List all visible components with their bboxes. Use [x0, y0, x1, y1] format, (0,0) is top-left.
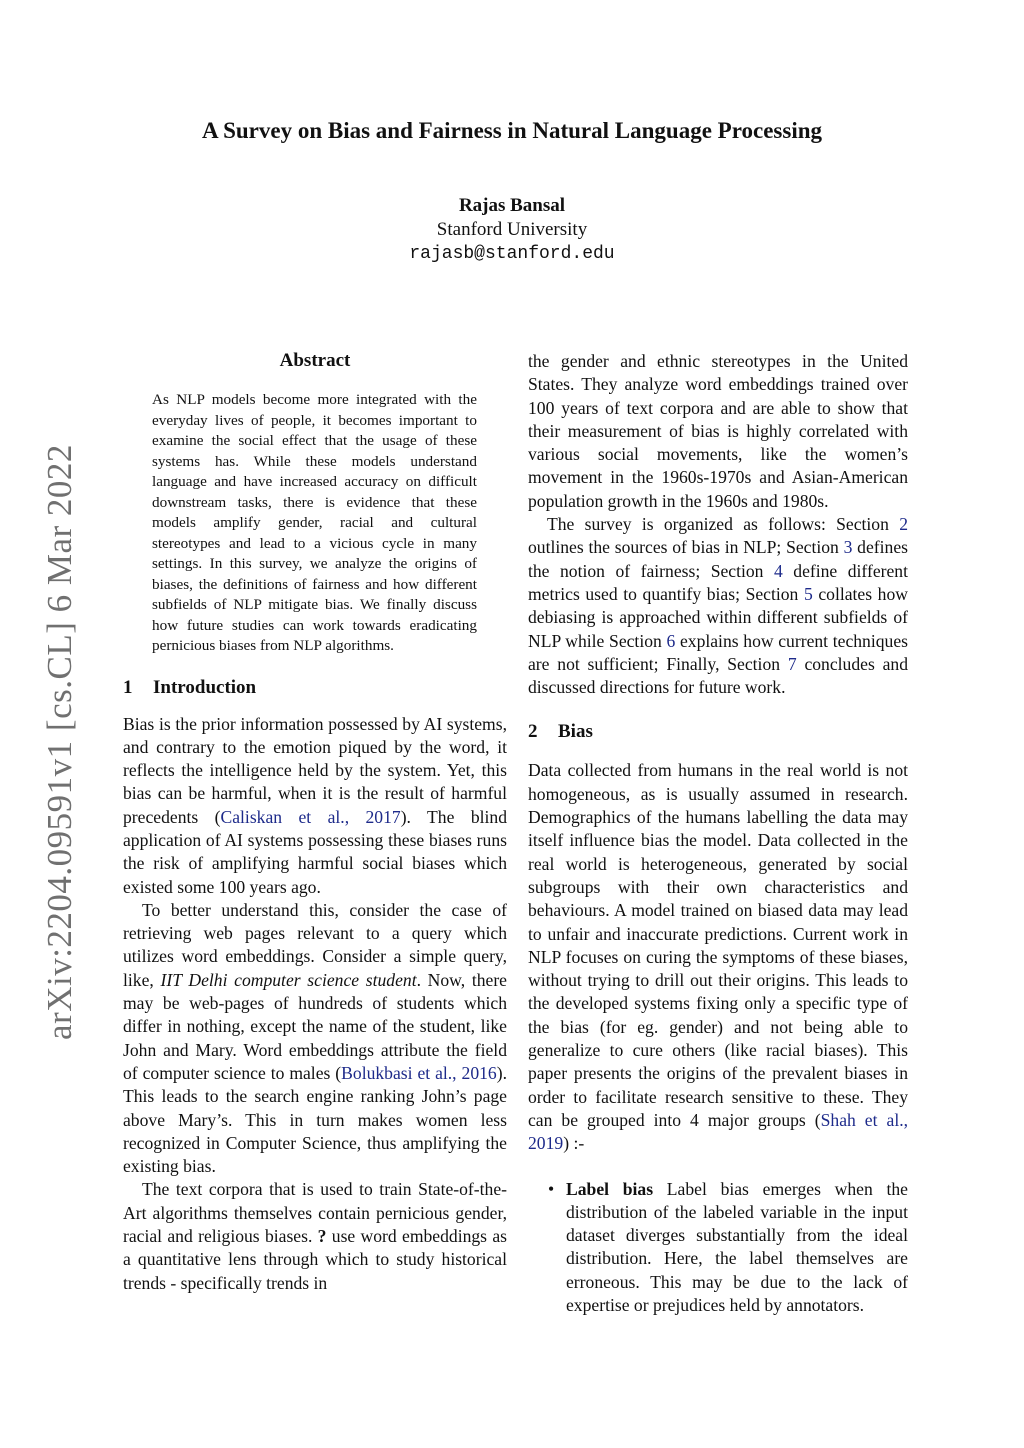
section-5-link[interactable]: 5	[803, 583, 813, 604]
section-7-link[interactable]: 7	[787, 653, 797, 674]
author-email: rajasb@stanford.edu	[409, 244, 615, 264]
organization-paragraph: The survey is organized as follows: Section 2 outlines the sources of bias in NLP; Section 3 defines the notion of fairness; Section 4 define different metrics used to quantify bias; Section 5 collates how debiasing is approached within different subfields of NLP while Section 6 explains how current techniques are not sufficient; Finally, Section 7 concludes and discussed directions for future work.	[528, 514, 908, 698]
left-column	[123, 350, 507, 1295]
intro-paragraph-3-continued: the gender and ethnic stereotypes in the United States. They analyze word embeddings trained over 100 years of text corpora and are able to show that their measurement of bias is highly correlated with various social movements, like the women’s movement in the 1960s-1970s and Asian-American population growth in the 1960s and 1980s.	[528, 351, 908, 511]
section-6-link[interactable]: 6	[666, 630, 676, 651]
author-name: Rajas Bansal	[458, 195, 566, 216]
section-number: 2	[528, 721, 538, 743]
section-title: Introduction	[153, 676, 257, 698]
paper-title: A Survey on Bias and Fairness in Natural Language Processing	[201, 118, 822, 143]
bullet-icon: •	[548, 1178, 555, 1199]
intro-paragraph-2: To better understand this, consider the case of retrieving web pages relevant to a query which utilizes word embeddings. Consider a simple query, like, IIT Delhi computer science student. Now, there may be web-pages of hundreds of students which differ in nothing, except the name of the student, like John and Mary. Word embeddings attribute the field of computer science to males (Bolukbasi et al., 2016). This leads to the search engine ranking John’s page above Mary’s. This in turn makes women less recognized in Computer Science, thus amplifying the existing bias.	[123, 899, 507, 1177]
right-column	[528, 350, 908, 1317]
section-3-link[interactable]: 3	[843, 537, 853, 558]
bias-paragraph-1: Data collected from humans in the real world is not homogeneous, as is usually assumed in research. Demographics of the humans labelling the data may itself influence bias the model. Data collected in the real world is heterogeneous, generated by social subgroups with their own characteristics and behaviours. A model trained on biased data may lead to unfair and inaccurate predictions. Current work in NLP focuses on curing the symptoms of these biases, without trying to drill out their origins. This leads to the developed systems fixing only a specific type of the bias (for eg. gender) and not being able to generalize to cure others (like racial biases). This paper presents the origins of the prevalent biases in order to facilitate research sensitive to these. They can be grouped into 4 major groups (Shah et al., 2019) :-	[528, 760, 908, 1154]
intro-paragraph-3: The text corpora that is used to train State-of-the-Art algorithms themselves contain pernicious gender, racial and religious biases. ? use word embeddings as a quantitative lens through which to study historical trends - specifically trends in	[123, 1179, 507, 1293]
arxiv-identifier: arXiv:2204.09591v1 [cs.CL] 6 Mar 2022	[40, 444, 79, 1040]
bias-list	[528, 1178, 908, 1318]
intro-paragraph-1: Bias is the prior information possessed by AI systems, and contrary to the emotion piqued by the word, it reflects the intelligence held by the system. Yet, this bias can be harmful, when it is the result of harmful precedents (Caliskan et al., 2017). The blind application of AI systems possessing these biases runs the risk of amplifying harmful social biases which existed some 100 years ago.	[123, 713, 507, 897]
missing-citation-mark: ?	[317, 1226, 327, 1247]
section-title: Bias	[558, 721, 593, 743]
author-block	[0, 194, 1024, 266]
author-affiliation: Stanford University	[436, 219, 588, 240]
list-item: • Label bias Label bias emerges when the distribution of the labeled variable in the input dataset diverges substantially from the ideal distribution. Here, the label themselves are erroneous. This may be due to the lack of expertise or prejudices held by annotators.	[548, 1178, 908, 1315]
section-heading-bias	[528, 721, 908, 743]
citation-link[interactable]: Bolukbasi et al., 2016	[341, 1062, 497, 1083]
citation-link[interactable]: Caliskan et al., 2017	[220, 806, 401, 827]
abstract-text: As NLP models become more integrated with the everyday lives of people, it becomes important to examine the social effect that the usage of these systems has. While these models understand language and have increased accuracy on difficult downstream tasks, there is evidence that these models amplify gender, racial and cultural stereotypes and lead to a vicious cycle in many settings. In this survey, we analyze the origins of biases, the definitions of fairness and how different subfields of NLP mitigate bias. We finally discuss how future studies can work towards eradicating pernicious biases from NLP algorithms.	[152, 391, 477, 654]
citation-link[interactable]: Shah et al., 2019	[528, 1109, 908, 1154]
section-heading-introduction	[123, 677, 507, 699]
section-4-link[interactable]: 4	[773, 560, 783, 581]
abstract-heading: Abstract	[279, 350, 351, 371]
section-2-link[interactable]: 2	[899, 514, 908, 535]
example-query: IIT Delhi computer science student	[160, 969, 417, 990]
section-number: 1	[123, 676, 133, 698]
bullet-term: Label bias	[566, 1178, 654, 1199]
